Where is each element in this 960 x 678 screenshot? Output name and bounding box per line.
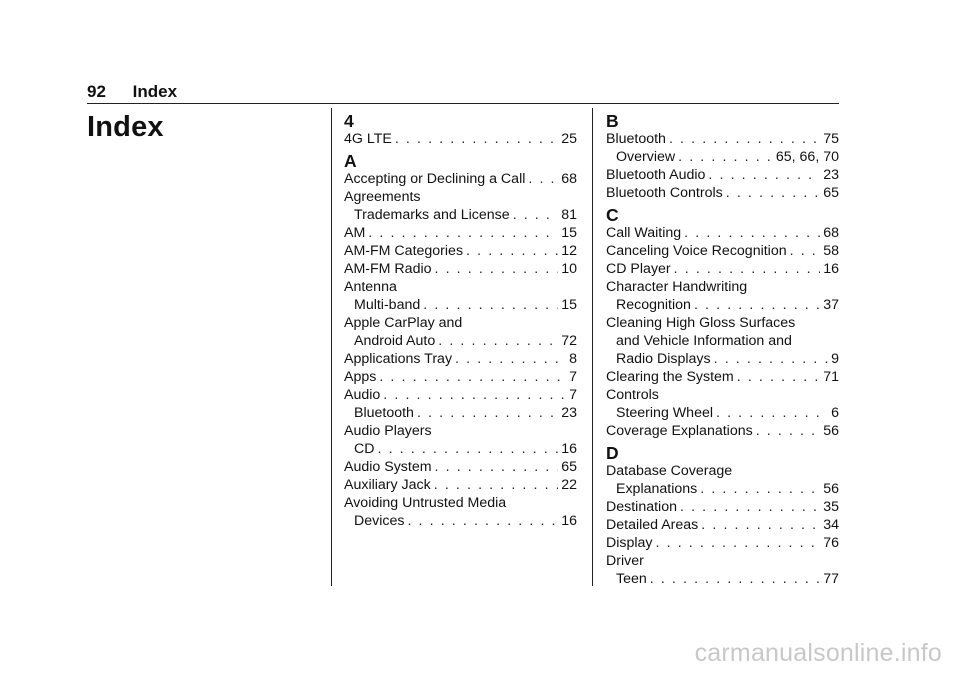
entry-text: Database Coverage (606, 463, 733, 479)
index-entry (606, 368, 839, 386)
entry-text: and Vehicle Information and (616, 333, 792, 349)
page-title: Index (87, 111, 164, 143)
index-entry (606, 260, 839, 278)
entry-page-number: 56 (823, 481, 839, 497)
dot-leader (378, 440, 559, 458)
index-entry (606, 498, 839, 516)
entry-page-number: 65 (561, 459, 577, 475)
entry-page-number: 58 (823, 243, 839, 259)
entry-page-number: 23 (561, 405, 577, 421)
dot-leader (726, 184, 820, 202)
entry-text: Bluetooth Audio (606, 167, 706, 183)
section-letter: D (606, 443, 619, 463)
dot-leader (395, 130, 558, 148)
entry-page-number: 10 (561, 261, 577, 277)
index-subentry (344, 296, 577, 314)
entry-text: Audio Players (344, 423, 432, 439)
index-entry (606, 516, 839, 534)
section-letter: 4 (344, 111, 354, 131)
index-subentry (606, 350, 839, 368)
index-subentry (606, 404, 839, 422)
entry-text: Avoiding Untrusted Media (344, 495, 507, 511)
entry-text: Cleaning High Gloss Surfaces (606, 315, 796, 331)
entry-text: Audio (344, 387, 381, 403)
entry-text: Auxiliary Jack (344, 477, 431, 493)
dot-leader (694, 296, 820, 314)
entry-page-number: 15 (561, 297, 577, 313)
index-entry (606, 462, 839, 480)
entry-page-number: 75 (823, 131, 839, 147)
entry-text: Radio Displays (616, 351, 711, 367)
dot-leader (714, 350, 828, 368)
entry-text: Coverage Explanations (606, 423, 753, 439)
dot-leader (678, 148, 773, 166)
index-entry (606, 534, 839, 552)
index-entry (606, 166, 839, 184)
entry-text: Android Auto (354, 333, 436, 349)
index-entry (344, 188, 577, 206)
dot-leader (708, 166, 820, 184)
entry-text: Character Handwriting (606, 279, 748, 295)
index-entry (606, 386, 839, 404)
entry-text: Controls (606, 387, 659, 403)
entry-page-number: 68 (823, 225, 839, 241)
index-entry (344, 170, 577, 188)
entry-text: Agreements (344, 189, 421, 205)
entry-page-number: 77 (823, 571, 839, 587)
column-divider (331, 108, 332, 586)
entry-text: 4G LTE (344, 131, 392, 147)
entry-page-number: 7 (569, 387, 577, 403)
index-column-1 (344, 112, 577, 530)
entry-text: Display (606, 535, 653, 551)
entry-page-number: 23 (823, 167, 839, 183)
index-subentry (344, 404, 577, 422)
entry-page-number: 72 (561, 333, 577, 349)
entry-text: Bluetooth (354, 405, 414, 421)
entry-page-number: 25 (561, 131, 577, 147)
header-rule (87, 103, 839, 104)
entry-text: Detailed Areas (606, 517, 699, 533)
entry-page-number: 37 (823, 297, 839, 313)
dot-leader (790, 242, 821, 260)
dot-leader (674, 260, 821, 278)
dot-leader (528, 170, 558, 188)
entry-text: Audio System (344, 459, 432, 475)
dot-leader (435, 458, 559, 476)
index-entry (606, 552, 839, 570)
dot-leader (701, 516, 820, 534)
entry-page-number: 12 (561, 243, 577, 259)
dot-leader (669, 130, 820, 148)
index-subentry (606, 570, 839, 588)
entry-page-number: 22 (561, 477, 577, 493)
entry-text: Canceling Voice Recognition (606, 243, 787, 259)
entry-text: Accepting or Declining a Call (344, 171, 526, 187)
index-entry (344, 224, 577, 242)
section-letter: B (606, 111, 619, 131)
entry-text: AM-FM Categories (344, 243, 464, 259)
entry-text: Destination (606, 499, 677, 515)
index-subentry (344, 206, 577, 224)
entry-page-number: 6 (831, 405, 839, 421)
index-entry (344, 130, 577, 148)
entry-text: CD (354, 441, 375, 457)
index-subentry (344, 440, 577, 458)
entry-text: Teen (616, 571, 647, 587)
section-letter: A (344, 151, 357, 171)
entry-page-number: 9 (831, 351, 839, 367)
entry-text: AM-FM Radio (344, 261, 432, 277)
entry-page-number: 16 (823, 261, 839, 277)
index-entry (606, 130, 839, 148)
entry-text: Steering Wheel (616, 405, 713, 421)
dot-leader (756, 422, 821, 440)
entry-text: Recognition (616, 297, 691, 313)
entry-text: Devices (354, 513, 405, 529)
dot-leader (466, 242, 558, 260)
index-entry (344, 314, 577, 332)
entry-text: Bluetooth (606, 131, 666, 147)
dot-leader (435, 260, 559, 278)
entry-page-number: 34 (823, 517, 839, 533)
index-entry (344, 476, 577, 494)
section-letter: C (606, 205, 619, 225)
entry-page-number: 65, 66, 70 (775, 149, 839, 165)
index-entry (606, 184, 839, 202)
index-subentry (606, 480, 839, 498)
entry-text: AM (344, 225, 366, 241)
entry-text: Call Waiting (606, 225, 682, 241)
dot-leader (368, 224, 558, 242)
entry-page-number: 35 (823, 499, 839, 515)
index-entry (606, 422, 839, 440)
index-entry (344, 386, 577, 404)
entry-page-number: 56 (823, 423, 839, 439)
watermark: carmanualsonline.info (694, 639, 942, 667)
entry-text: Overview (616, 149, 676, 165)
dot-leader (383, 386, 566, 404)
entry-page-number: 68 (561, 171, 577, 187)
dot-leader (455, 350, 566, 368)
index-subentry (344, 512, 577, 530)
running-header (87, 82, 177, 102)
index-subentry (606, 148, 839, 166)
entry-page-number: 16 (561, 513, 577, 529)
dot-leader (513, 206, 559, 224)
dot-leader (700, 480, 820, 498)
index-entry (344, 350, 577, 368)
dot-leader (737, 368, 820, 386)
entry-text: Clearing the System (606, 369, 734, 385)
entry-text: Multi-band (354, 297, 421, 313)
entry-page-number: 71 (823, 369, 839, 385)
entry-text: Applications Tray (344, 351, 453, 367)
entry-text: Trademarks and License (354, 207, 510, 223)
index-entry (344, 422, 577, 440)
entry-text: Bluetooth Controls (606, 185, 723, 201)
dot-leader (407, 512, 558, 530)
entry-text: Driver (606, 553, 644, 569)
entry-page-number: 65 (823, 185, 839, 201)
dot-leader (438, 332, 558, 350)
index-entry (606, 224, 839, 242)
entry-text: CD Player (606, 261, 671, 277)
index-entry (606, 278, 839, 296)
dot-leader (716, 404, 828, 422)
dot-leader (379, 368, 566, 386)
dot-leader (684, 224, 820, 242)
index-entry (344, 494, 577, 512)
column-divider (592, 108, 593, 586)
entry-page-number: 8 (569, 351, 577, 367)
entry-page-number: 7 (569, 369, 577, 385)
entry-page-number: 15 (561, 225, 577, 241)
index-entry (344, 260, 577, 278)
header-section-title: Index (132, 82, 178, 101)
page-number: 92 (87, 82, 106, 101)
entry-page-number: 16 (561, 441, 577, 457)
entry-text: Explanations (616, 481, 698, 497)
dot-leader (417, 404, 558, 422)
dot-leader (650, 570, 820, 588)
index-entry (344, 278, 577, 296)
dot-leader (423, 296, 558, 314)
entry-text: Antenna (344, 279, 397, 295)
entry-page-number: 76 (823, 535, 839, 551)
entry-text: Apps (344, 369, 377, 385)
index-entry (344, 368, 577, 386)
dot-leader (656, 534, 821, 552)
index-subentry (606, 296, 839, 314)
index-subentry (606, 332, 839, 350)
index-column-2 (606, 112, 839, 588)
entry-text: Apple CarPlay and (344, 315, 463, 331)
index-subentry (344, 332, 577, 350)
index-entry (606, 314, 839, 332)
index-entry (606, 242, 839, 260)
index-entry (344, 458, 577, 476)
dot-leader (680, 498, 820, 516)
dot-leader (434, 476, 558, 494)
entry-page-number: 81 (561, 207, 577, 223)
index-entry (344, 242, 577, 260)
